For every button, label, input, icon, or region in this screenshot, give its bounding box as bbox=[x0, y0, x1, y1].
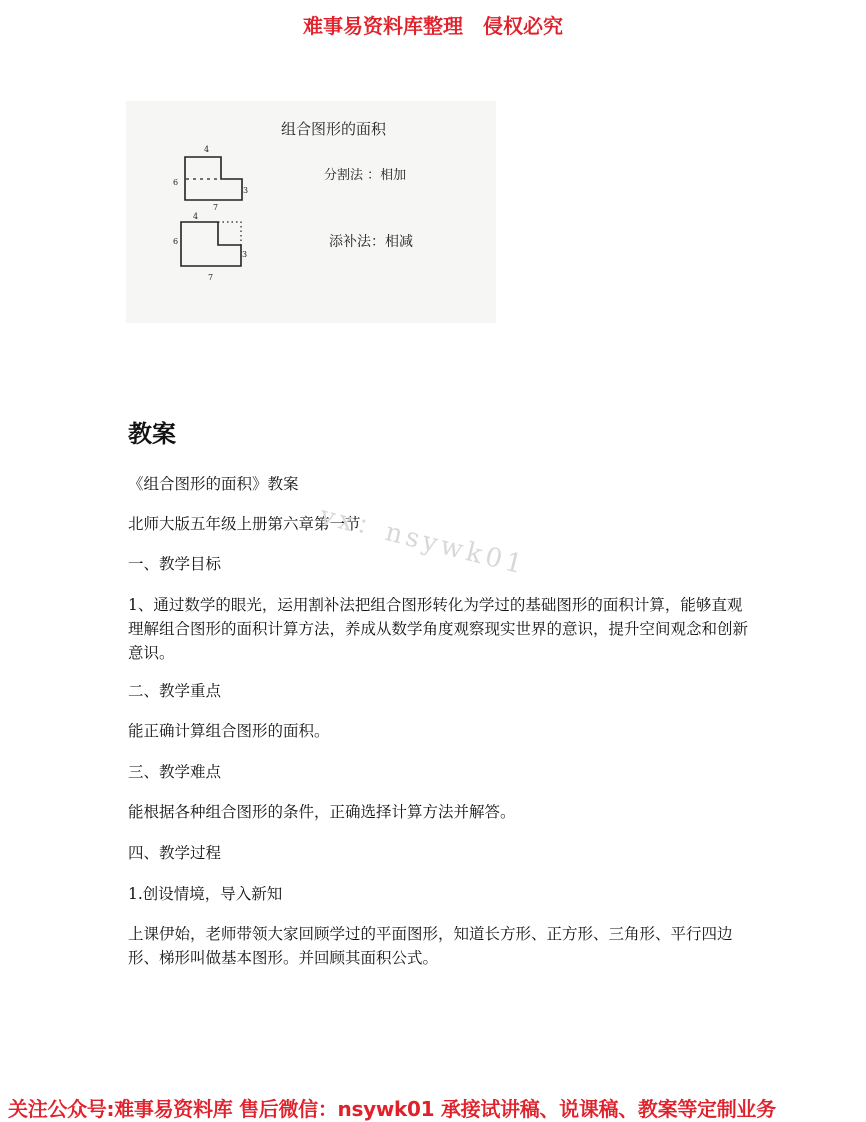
label-bottom-2: 7 bbox=[208, 273, 214, 282]
label-right-2: 3 bbox=[242, 250, 248, 259]
doc-subtitle: 北师大版五年级上册第六章第一节 bbox=[128, 515, 361, 533]
section-goals: 一、教学目标 bbox=[128, 555, 222, 573]
label-right-1: 3 bbox=[243, 186, 249, 195]
figure-title: 组合图形的面积 bbox=[281, 120, 387, 138]
subsection-intro: 1.创设情境，导入新知 bbox=[128, 885, 283, 903]
shape-split bbox=[185, 157, 242, 200]
paragraph-difficulties: 能根据各种组合图形的条件，正确选择计算方法并解答。 bbox=[128, 803, 516, 821]
figure-method2: 添补法：相减 bbox=[329, 234, 413, 250]
watermark: vx：nsywk01 bbox=[316, 500, 530, 582]
label-top-1: 4 bbox=[204, 145, 210, 154]
label-left-1: 6 bbox=[173, 178, 179, 187]
section-process: 四、教学过程 bbox=[128, 844, 222, 862]
label-top-2: 4 bbox=[193, 212, 199, 221]
doc-title: 《组合图形的面积》教案 bbox=[128, 475, 299, 493]
footer-banner: 关注公众号:难事易资料库 售后微信：nsywk01 承接试讲稿、说课稿、教案等定制业务 bbox=[8, 1097, 776, 1121]
figure-photo bbox=[126, 101, 496, 323]
figure-method1: 分割法 ：相加 bbox=[324, 168, 407, 183]
paragraph-goals: 1、通过数学的眼光，运用割补法把组合图形转化为学过的基础图形的面积计算，能够直观理解组合图形的面积计算方法，养成从数学角度观察现实世界的意识，提升空间观念和创新意识。 bbox=[128, 596, 749, 662]
paragraph-keypoints: 能正确计算组合图形的面积。 bbox=[128, 722, 330, 740]
label-bottom-1: 7 bbox=[213, 203, 219, 212]
section-heading: 教案 bbox=[128, 420, 176, 448]
shape-fill bbox=[181, 222, 241, 266]
label-left-2: 6 bbox=[173, 237, 179, 246]
section-difficulties: 三、教学难点 bbox=[128, 763, 222, 781]
paragraph-intro: 上课伊始，老师带领大家回顾学过的平面图形，知道长方形、正方形、三角形、平行四边形、梯形叫做基本图形。并回顾其面积公式。 bbox=[128, 925, 733, 967]
section-keypoints: 二、教学重点 bbox=[128, 682, 222, 700]
header-banner: 难事易资料库整理 侵权必究 bbox=[303, 14, 563, 38]
